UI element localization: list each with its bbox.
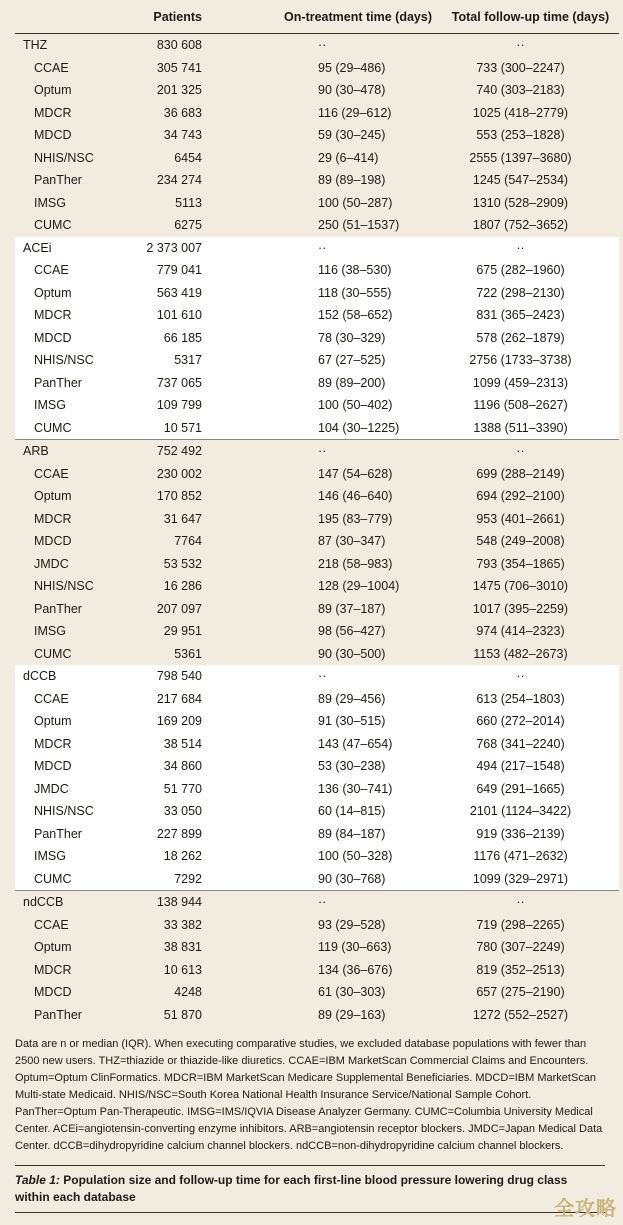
patients-cell: 6454 (174, 150, 202, 165)
table-page (15, 0, 610, 1213)
follow-up-cell: 1475 (706–3010) (472, 579, 569, 594)
on-treatment-cell: 95 (29–486) (318, 60, 386, 75)
database-name: NHIS/NSC (34, 804, 94, 819)
drug-class-row (15, 237, 619, 260)
database-name: CUMC (34, 646, 72, 661)
drug-class-name: ACEi (23, 240, 52, 255)
database-name: Optum (34, 489, 72, 504)
on-treatment-cell: 89 (29–456) (318, 691, 386, 706)
drug-class-section (15, 891, 619, 1027)
table-row (15, 485, 619, 508)
database-name: NHIS/NSC (34, 353, 94, 368)
table-row (15, 845, 619, 868)
patients-cell: 66 185 (163, 330, 202, 345)
follow-up-cell: 1153 (482–2673) (473, 646, 568, 661)
drug-class-name: THZ (15, 34, 125, 57)
table-row (15, 282, 619, 305)
table-row (15, 823, 619, 846)
on-treatment-cell: 146 (46–640) (318, 489, 393, 504)
table-row (15, 394, 619, 417)
database-name: CUMC (34, 871, 72, 886)
patients-cell: 217 684 (156, 691, 202, 706)
database-name: MDCR (34, 308, 72, 323)
follow-up-cell: ·· (516, 669, 525, 684)
table-row (15, 304, 619, 327)
table-row (15, 372, 619, 395)
database-name: CCAE (34, 466, 69, 481)
database-name: CCAE (34, 60, 69, 75)
follow-up-cell: 699 (288–2149) (476, 466, 565, 481)
follow-up-cell: 1245 (547–2534) (472, 173, 569, 188)
follow-up-cell: ·· (442, 440, 619, 463)
on-treatment-cell: 136 (30–741) (318, 781, 393, 796)
database-name: IMSG (34, 849, 66, 864)
on-treatment-cell: 218 (58–983) (318, 556, 393, 571)
table-row (15, 778, 619, 801)
database-name: PanTher (34, 1007, 82, 1022)
database-name: JMDC (34, 781, 69, 796)
patients-cell: 7764 (174, 534, 202, 549)
table-row (15, 102, 619, 125)
on-treatment-cell: 67 (27–525) (318, 353, 386, 368)
database-name: MDCD (34, 985, 72, 1000)
patients-cell: 38 514 (163, 736, 202, 751)
follow-up-cell: 553 (253–1828) (476, 128, 565, 143)
patients-cell: 170 852 (156, 489, 202, 504)
database-name: JMDC (34, 556, 69, 571)
follow-up-cell: 1176 (471–2632) (473, 849, 568, 864)
caption-label: Table 1: (15, 1173, 60, 1187)
patients-cell: 36 683 (163, 105, 202, 120)
on-treatment-cell: 134 (36–676) (318, 962, 393, 977)
table-caption (15, 1165, 605, 1213)
table-row (15, 710, 619, 733)
follow-up-cell: 694 (292–2100) (476, 489, 565, 504)
follow-up-cell: 793 (354–1865) (476, 556, 565, 571)
on-treatment-cell: 100 (50–402) (318, 398, 393, 413)
on-treatment-cell: 250 (51–1537) (318, 218, 400, 233)
on-treatment-cell: 89 (37–187) (318, 601, 386, 616)
table-row (15, 800, 619, 823)
on-treatment-cell: 89 (89–198) (318, 173, 386, 188)
follow-up-cell: 780 (307–2249) (476, 940, 565, 955)
patients-cell: 33 382 (163, 917, 202, 932)
follow-up-cell: ·· (516, 240, 525, 255)
table-row (15, 620, 619, 643)
database-name: MDCD (34, 534, 72, 549)
patients-cell: 737 065 (156, 375, 202, 390)
on-treatment-cell: 78 (30–329) (318, 330, 386, 345)
follow-up-cell: 494 (217–1548) (476, 759, 565, 774)
header-row (15, 0, 619, 34)
on-treatment-cell: 87 (30–347) (318, 534, 386, 549)
on-treatment-cell: 59 (30–245) (318, 128, 386, 143)
follow-up-cell: 1388 (511–3390) (473, 420, 568, 435)
on-treatment-cell: ·· (206, 34, 442, 57)
follow-up-cell: 548 (249–2008) (476, 534, 565, 549)
patients-cell: 830 608 (125, 34, 206, 57)
follow-up-cell: 657 (275–2190) (476, 985, 565, 1000)
table-row (15, 57, 619, 80)
patients-cell: 779 041 (156, 263, 202, 278)
database-name: Optum (34, 285, 72, 300)
on-treatment-cell: 116 (29–612) (318, 105, 392, 120)
follow-up-cell: ·· (442, 891, 619, 914)
table-row (15, 936, 619, 959)
database-name: CUMC (34, 420, 72, 435)
database-name: CUMC (34, 218, 72, 233)
population-table (15, 0, 619, 1026)
database-name: MDCD (34, 330, 72, 345)
database-name: MDCR (34, 105, 72, 120)
patients-cell: 563 419 (156, 285, 202, 300)
follow-up-cell: 1272 (552–2527) (472, 1007, 569, 1022)
patients-cell: 227 899 (156, 826, 202, 841)
on-treatment-cell: 90 (30–768) (318, 871, 386, 886)
follow-up-cell: 1099 (329–2971) (472, 871, 569, 886)
table-row (15, 508, 619, 531)
on-treatment-cell: 152 (58–652) (318, 308, 393, 323)
patients-cell: 752 492 (125, 440, 206, 463)
patients-cell: 18 262 (163, 849, 202, 864)
database-name: IMSG (34, 195, 66, 210)
follow-up-cell: 2756 (1733–3738) (469, 353, 572, 368)
on-treatment-cell: 147 (54–628) (318, 466, 393, 481)
patients-cell: 10 571 (163, 420, 202, 435)
on-treatment-cell: 143 (47–654) (318, 736, 393, 751)
patients-cell: 34 860 (163, 759, 202, 774)
watermark-logo: 全攻略 (554, 1196, 617, 1220)
table-row (15, 147, 619, 170)
drug-class-section (15, 34, 619, 237)
patients-cell: 38 831 (163, 940, 202, 955)
patients-cell: 51 870 (163, 1007, 202, 1022)
table-row (15, 981, 619, 1004)
database-name: PanTher (34, 375, 82, 390)
table-row (15, 214, 619, 237)
follow-up-cell: 974 (414–2323) (476, 624, 565, 639)
follow-up-cell: 953 (401–2661) (476, 511, 565, 526)
patients-cell: 31 647 (163, 511, 202, 526)
follow-up-cell: 2101 (1124–3422) (469, 804, 572, 819)
drug-class-section (15, 237, 619, 440)
follow-up-cell: 919 (336–2139) (476, 826, 565, 841)
patients-cell: 53 532 (163, 556, 202, 571)
patients-cell: 16 286 (163, 579, 202, 594)
table-row (15, 79, 619, 102)
patients-cell: 2 373 007 (146, 240, 202, 255)
on-treatment-cell: 98 (56–427) (318, 624, 386, 639)
follow-up-cell: 740 (303–2183) (476, 83, 565, 98)
table-row (15, 959, 619, 982)
table-row (15, 755, 619, 778)
table-row (15, 192, 619, 215)
database-name: Optum (34, 83, 72, 98)
drug-class-name: dCCB (23, 669, 57, 684)
header-on-treatment: On-treatment time (days) (206, 0, 442, 34)
patients-cell: 109 799 (156, 398, 202, 413)
patients-cell: 6275 (174, 218, 202, 233)
database-name: CCAE (34, 691, 69, 706)
patients-cell: 5113 (175, 195, 202, 210)
follow-up-cell: 1025 (418–2779) (472, 105, 569, 120)
table-row (15, 530, 619, 553)
on-treatment-cell: 118 (30–555) (318, 285, 392, 300)
table-row (15, 169, 619, 192)
database-name: PanTher (34, 601, 82, 616)
patients-cell: 33 050 (163, 804, 202, 819)
table-row (15, 733, 619, 756)
on-treatment-cell: 89 (89–200) (318, 375, 386, 390)
database-name: MDCD (34, 128, 72, 143)
follow-up-cell: 1099 (459–2313) (472, 375, 569, 390)
on-treatment-cell: 128 (29–1004) (318, 579, 400, 594)
patients-cell: 234 274 (156, 173, 202, 188)
patients-cell: 230 002 (156, 466, 202, 481)
drug-class-section (15, 440, 619, 666)
table-row (15, 868, 619, 891)
drug-class-row (15, 34, 619, 57)
database-name: MDCR (34, 511, 72, 526)
drug-class-row (15, 440, 619, 463)
on-treatment-cell: 60 (14–815) (318, 804, 386, 819)
header-follow-up: Total follow-up time (days) (442, 0, 619, 34)
patients-cell: 10 613 (163, 962, 202, 977)
on-treatment-cell: 119 (30–663) (318, 940, 392, 955)
table-footnote: Data are n or median (IQR). When executing comparative studies, we excluded database populations with fewer than 2500 new users. THZ=thiazide or thiazide-like diuretics. CCAE=IBM MarketScan Commercial Claims and Encounters. Optum=Optum ClinFormatics. MDCR=IBM MarketScan Medicare Supplemental Beneficiaries. MDCD=IBM MarketScan Multi-state Medicaid. NHIS/NSC=South Korea National Health Insurance Service/National Sample Cohort. PanTher=Optum Pan-Therapeutic. IMSG=IMS/IQVIA Disease Analyzer Germany. CUMC=Columbia University Medical Center. ACEi=angiotensin-converting enzyme inhibitors. ARB=angiotensin receptor blockers. JMDC=Japan Medical Data Center. dCCB=dihydropyridine calcium channel blockers. ndCCB=non-dihydropyridine calcium channel blockers. (15, 1038, 603, 1152)
patients-cell: 201 325 (156, 83, 202, 98)
database-name: CCAE (34, 917, 69, 932)
drug-class-name: ndCCB (15, 891, 125, 914)
follow-up-cell: 1310 (528–2909) (472, 195, 569, 210)
on-treatment-cell: 195 (83–779) (318, 511, 393, 526)
follow-up-cell: 1196 (508–2627) (473, 398, 568, 413)
on-treatment-cell: 90 (30–478) (318, 83, 386, 98)
on-treatment-cell: ·· (206, 440, 442, 463)
database-name: IMSG (34, 624, 66, 639)
database-name: PanTher (34, 173, 82, 188)
table-row (15, 914, 619, 937)
patients-cell: 51 770 (163, 781, 202, 796)
follow-up-cell: 719 (298–2265) (476, 917, 565, 932)
caption-text: Population size and follow-up time for each first-line blood pressure lowering drug class within each database (15, 1173, 568, 1204)
patients-cell: 138 944 (125, 891, 206, 914)
follow-up-cell: 733 (300–2247) (476, 60, 565, 75)
table-row (15, 259, 619, 282)
database-name: Optum (34, 714, 72, 729)
on-treatment-cell: 100 (50–328) (318, 849, 393, 864)
follow-up-cell: 831 (365–2423) (476, 308, 565, 323)
patients-cell: 5361 (174, 646, 202, 661)
follow-up-cell: 2555 (1397–3680) (469, 150, 572, 165)
table-row (15, 575, 619, 598)
table-row (15, 327, 619, 350)
database-name: Optum (34, 940, 72, 955)
on-treatment-cell: 93 (29–528) (318, 917, 386, 932)
database-name: NHIS/NSC (34, 150, 94, 165)
follow-up-cell: 1807 (752–3652) (472, 218, 569, 233)
on-treatment-cell: ·· (318, 669, 327, 684)
table-row (15, 553, 619, 576)
database-name: PanTher (34, 826, 82, 841)
table-row (15, 598, 619, 621)
table-row (15, 349, 619, 372)
patients-cell: 34 743 (163, 128, 202, 143)
on-treatment-cell: ·· (318, 240, 327, 255)
table-row (15, 643, 619, 666)
patients-cell: 4248 (174, 985, 202, 1000)
drug-class-row (15, 891, 619, 914)
table-row (15, 417, 619, 440)
follow-up-cell: 649 (291–1665) (476, 781, 565, 796)
follow-up-cell: 819 (352–2513) (476, 962, 565, 977)
on-treatment-cell: 89 (29–163) (318, 1007, 386, 1022)
header-drug-class (15, 0, 125, 34)
on-treatment-cell: 91 (30–515) (318, 714, 386, 729)
on-treatment-cell: 61 (30–303) (318, 985, 386, 1000)
patients-cell: 29 951 (163, 624, 202, 639)
follow-up-cell: 660 (272–2014) (476, 714, 565, 729)
on-treatment-cell: 100 (50–287) (318, 195, 393, 210)
on-treatment-cell: 89 (84–187) (318, 826, 386, 841)
table-row (15, 688, 619, 711)
follow-up-cell: 613 (254–1803) (476, 691, 565, 706)
follow-up-cell: ·· (442, 34, 619, 57)
on-treatment-cell: 116 (38–530) (318, 263, 392, 278)
on-treatment-cell: 104 (30–1225) (318, 420, 400, 435)
patients-cell: 798 540 (156, 669, 202, 684)
follow-up-cell: 1017 (395–2259) (472, 601, 569, 616)
patients-cell: 169 209 (156, 714, 202, 729)
patients-cell: 7292 (174, 871, 202, 886)
patients-cell: 5317 (174, 353, 202, 368)
database-name: IMSG (34, 398, 66, 413)
table-row (15, 1004, 619, 1027)
database-name: MDCR (34, 736, 72, 751)
table-row (15, 463, 619, 486)
database-name: MDCD (34, 759, 72, 774)
follow-up-cell: 722 (298–2130) (476, 285, 565, 300)
drug-class-name: ARB (15, 440, 125, 463)
follow-up-cell: 578 (262–1879) (476, 330, 565, 345)
drug-class-row (15, 665, 619, 688)
on-treatment-cell: 29 (6–414) (318, 150, 379, 165)
on-treatment-cell: 90 (30–500) (318, 646, 386, 661)
drug-class-section (15, 665, 619, 891)
patients-cell: 305 741 (156, 60, 202, 75)
table-row (15, 124, 619, 147)
follow-up-cell: 768 (341–2240) (476, 736, 565, 751)
patients-cell: 101 610 (156, 308, 202, 323)
database-name: NHIS/NSC (34, 579, 94, 594)
patients-cell: 207 097 (156, 601, 202, 616)
database-name: CCAE (34, 263, 69, 278)
on-treatment-cell: 53 (30–238) (318, 759, 386, 774)
follow-up-cell: 675 (282–1960) (476, 263, 565, 278)
header-patients: Patients (125, 0, 206, 34)
on-treatment-cell: ·· (206, 891, 442, 914)
database-name: MDCR (34, 962, 72, 977)
